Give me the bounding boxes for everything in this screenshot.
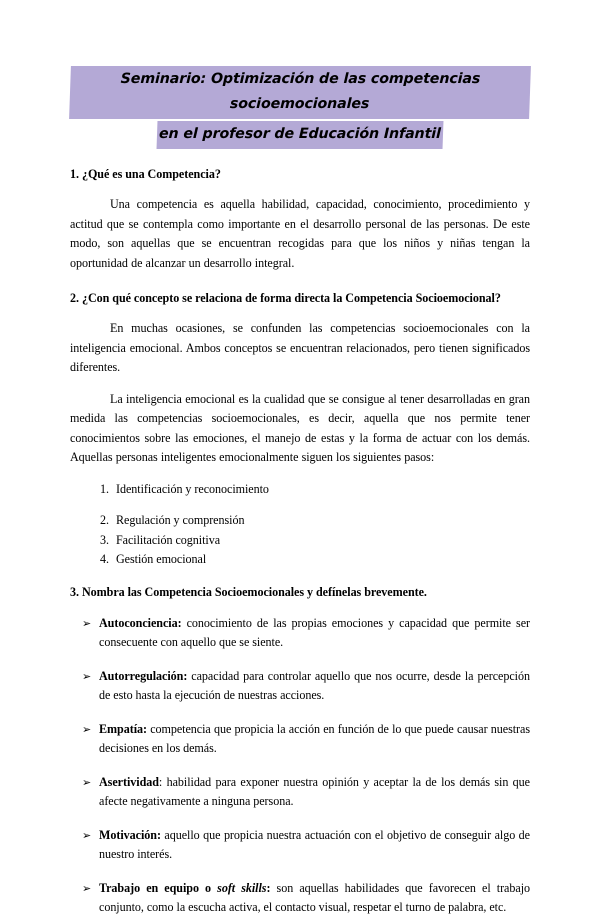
competence-term: Asertividad xyxy=(99,774,159,789)
competence-definition: capacidad para controlar aquello que nos ocurre, desde la percepción de esto hasta la ejecución de nuestras acciones. xyxy=(99,668,530,702)
competence-term: Autoconciencia: xyxy=(99,615,182,630)
arrow-bullet-icon: ➢ xyxy=(82,881,92,895)
list-item xyxy=(100,511,530,531)
section-2-heading: 2. ¿Con qué concepto se relaciona de forma directa la Competencia Socioemocional? xyxy=(70,291,501,305)
emotional-intelligence-steps-list xyxy=(70,480,530,570)
arrow-bullet-icon: ➢ xyxy=(82,775,92,789)
socioemotional-competences-list xyxy=(70,614,530,918)
list-item-number: 4. xyxy=(100,552,109,566)
list-item xyxy=(100,480,530,500)
arrow-bullet-icon: ➢ xyxy=(82,669,92,683)
section-3-heading: 3. Nombra las Competencia Socioemocionales y defínelas brevemente. xyxy=(70,584,427,599)
section-2-paragraph-2: La inteligencia emocional es la cualidad que se consigue al tener desarrolladas en gran medida las competencias socioemocionales, es decir, aquella que nos permite tener conocimientos sobre las emociones, el manejo de estas y la forma de actuar con los demás. Aquellas personas inteligentes emocionalmente siguen los siguientes pasos: xyxy=(70,391,530,464)
list-item xyxy=(100,531,530,551)
competence-term: Empatía: xyxy=(99,721,147,736)
list-item-label: Facilitación cognitiva xyxy=(116,532,221,547)
list-item-label: Gestión emocional xyxy=(116,552,207,566)
list-item xyxy=(70,720,530,759)
list-item xyxy=(70,614,530,653)
competence-definition: son aquellas habilidades que favorecen el trabajo conjunto, como la escucha activa, el contacto visual, respetar el turno de palabra, etc. xyxy=(99,880,530,914)
section-2-paragraph-1: En muchas ocasiones, se confunden las competencias socioemocionales con la inteligencia emocional. Ambos conceptos se encuentran relacionados, pero tienen significados diferentes. xyxy=(70,321,530,374)
list-item xyxy=(100,550,530,570)
competence-definition: aquello que propicia nuestra actuación con el objetivo de conseguir algo de nuestro interés. xyxy=(99,827,530,861)
arrow-bullet-icon: ➢ xyxy=(82,828,92,842)
list-item-number: 1. xyxy=(100,481,109,496)
list-item xyxy=(70,826,530,865)
competence-definition: conocimiento de las propias emociones y capacidad que permite ser consecuente con aquello que se siente. xyxy=(99,615,530,649)
list-item xyxy=(70,879,530,918)
document-title xyxy=(70,0,530,149)
list-item-number: 3. xyxy=(100,532,109,547)
title-line-2 xyxy=(70,121,530,149)
title-line-1 xyxy=(70,66,530,119)
list-item-label: Regulación y comprensión xyxy=(116,513,245,527)
competence-definition: : habilidad para exponer nuestra opinión y aceptar la de los demás sin que afecte negativamente a ninguna persona. xyxy=(99,774,530,808)
competence-term-tail: : xyxy=(266,880,271,895)
section-1-paragraph-1: Una competencia es aquella habilidad, capacidad, conocimiento, procedimiento y actitud que se contempla como importante en el desarrollo personal de las personas. De este modo, son aquellas que se encuentran recogidas para que los niños y niñas tengan la oportunidad de alcanzar un desarrollo integral. xyxy=(70,197,530,270)
competence-term: Trabajo en equipo o xyxy=(99,880,218,895)
list-item-label: Identificación y reconocimiento xyxy=(116,481,269,496)
competence-term: Motivación: xyxy=(99,827,161,842)
list-item xyxy=(70,773,530,812)
title-line-2-text: en el profesor de Educación Infantil xyxy=(157,121,444,149)
list-item-number: 2. xyxy=(100,513,109,527)
section-1-heading: 1. ¿Qué es una Competencia? xyxy=(70,167,221,181)
arrow-bullet-icon: ➢ xyxy=(82,616,92,630)
competence-definition: competencia que propicia la acción en función de lo que puede causar nuestras decisiones en los demás. xyxy=(99,721,530,755)
competence-term: Autorregulación: xyxy=(99,668,188,683)
list-item xyxy=(70,667,530,706)
title-line-1-text: Seminario: Optimización de las competencias socioemocionales xyxy=(69,66,531,119)
competence-term-italic: soft skills xyxy=(217,880,267,895)
arrow-bullet-icon: ➢ xyxy=(82,722,92,736)
